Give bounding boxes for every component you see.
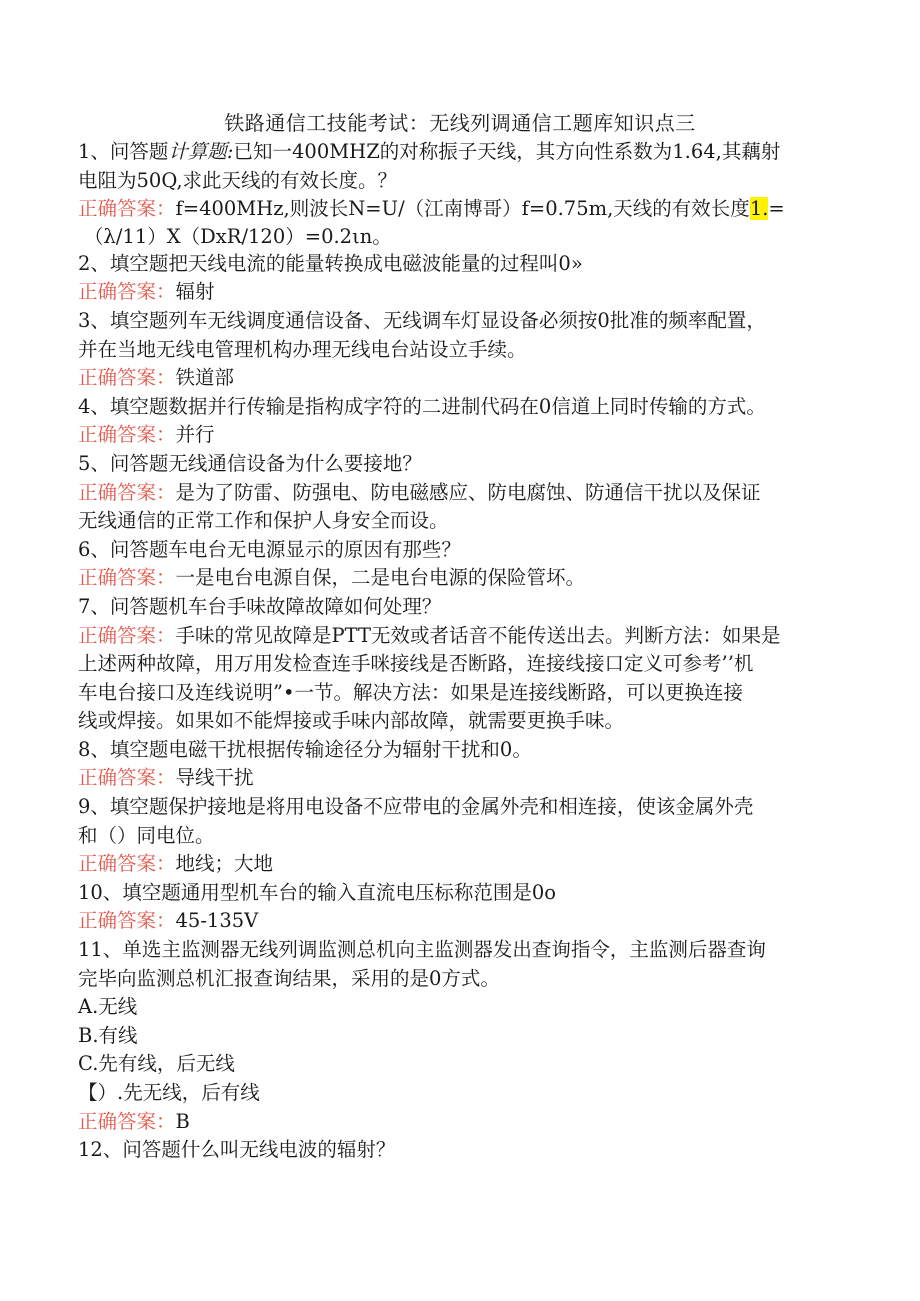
answer-7-line3: 车电台接口及连线说明”•一节。解决方法：如果是连接线断路，可以更换连接 (78, 680, 743, 704)
answer-label: 正确答案： (78, 423, 176, 447)
answer-label: 正确答案： (78, 852, 176, 876)
answer-1-line2: （λ/11）X（DxR/120）=0.2ιn。 (84, 224, 392, 248)
answer-6 (78, 564, 838, 593)
answer-label: 正确答案： (78, 280, 176, 304)
answer-4-text: 并行 (175, 423, 215, 447)
answer-1-text: f=400MHz,则波长N=U/（江南博哥）f=0.75m,天线的有效长度 (175, 197, 750, 221)
question-8: 8、填空题电磁干扰根据传输途径分为辐射干扰和0。 (78, 737, 532, 761)
question-3: 3、填空题列车无线调度通信设备、无线调车灯显设备必须按0批准的频率配置， (78, 308, 766, 332)
answer-label: 正确答案： (78, 766, 176, 790)
question-7: 7、问答题机车台手味故障故障如何处理？ (78, 594, 442, 618)
answer-9-text: 地线；大地 (175, 852, 274, 876)
answer-10-text: 45-135V (175, 909, 259, 933)
question-list (78, 138, 838, 1165)
answer-label: 正确答案： (78, 909, 176, 933)
answer-6-text: 一是电台电源自保，二是电台电源的保险管坏。 (175, 566, 586, 590)
answer-1 (78, 195, 838, 224)
answer-5 (78, 479, 838, 508)
question-1 (78, 138, 838, 167)
answer-5-text: 是为了防雷、防强电、防电磁感应、防电腐蚀、防通信干扰以及保证 (175, 480, 761, 504)
answer-9 (78, 850, 838, 879)
answer-7-line2: 上述两种故障，用万用发检查连手咪接线是否断路，连接线接口定义可参考’’机 (78, 652, 754, 676)
document-title: 铁路通信工技能考试：无线列调通信工题库知识点三 (224, 111, 696, 135)
answer-5-line2: 无线通信的正常工作和保护人身安全而设。 (78, 509, 449, 533)
answer-4 (78, 421, 838, 450)
answer-3 (78, 364, 838, 393)
question-10: 10、填空题通用型机车台的输入直流电压标称范围是0o (78, 880, 556, 904)
answer-7-line4: 线或焊接。如果如不能焊接或手味内部故障，就需要更换手味。 (78, 709, 625, 733)
question-9: 9、填空题保护接地是将用电设备不应带电的金属外壳和相连接，使该金属外壳 (78, 795, 754, 819)
question-1-text: 已知一400MHZ的对称振子天线，其方向性系数为1.64,其藕射 (233, 140, 781, 163)
answer-label: 正确答案： (78, 1109, 176, 1133)
question-12: 12、问答题什么叫无线电波的辐射？ (78, 1138, 396, 1162)
answer-7-text: 手味的常见故障是PTT无效或者话音不能传送出去。判断方法：如果是 (175, 623, 781, 647)
question-11: 11、单选主监测器无线列调监测总机向主监测器发出查询指令，主监测后器查询 (78, 938, 766, 962)
answer-11-text: B (175, 1109, 190, 1133)
question-5: 5、问答题无线通信设备为什么要接地？ (78, 451, 422, 475)
answer-1-tail: = (768, 197, 785, 221)
question-4: 4、填空题数据并行传输是指构成字符的二进制代码在0信道上同时传输的方式。 (78, 394, 766, 418)
answer-label: 正确答案： (78, 566, 176, 590)
answer-label: 正确答案： (78, 197, 176, 221)
question-11-line2: 完毕向监测总机汇报查询结果，采用的是0方式。 (78, 966, 500, 990)
answer-2 (78, 278, 838, 307)
question-1-prefix: 1、问答题 (78, 140, 169, 163)
option-c: C.先有线，后无线 (78, 1052, 235, 1076)
option-b: B.有线 (78, 1023, 138, 1047)
answer-7 (78, 622, 838, 651)
answer-11 (78, 1108, 838, 1137)
answer-10 (78, 907, 838, 936)
option-a: A.无线 (78, 995, 138, 1019)
question-6: 6、问答题车电台无电源显示的原因有那些？ (78, 537, 461, 561)
answer-label: 正确答案： (78, 623, 176, 647)
answer-2-text: 辐射 (175, 280, 215, 304)
answer-label: 正确答案： (78, 366, 176, 390)
question-3-line2: 并在当地无线电管理机构办理无线电台站设立手续。 (78, 337, 527, 361)
answer-8-text: 导线干扰 (175, 766, 254, 790)
answer-1-highlight: 1. (749, 197, 769, 221)
question-1-line2: 电阻为50Q,求此天线的有效长度。？ (78, 168, 398, 192)
question-2: 2、填空题把天线电流的能量转换成电磁波能量的过程叫0» (78, 251, 583, 275)
question-9-line2: 和（）同电位。 (78, 823, 215, 847)
answer-3-text: 铁道部 (175, 366, 235, 390)
answer-8 (78, 764, 838, 793)
question-1-italic-label: 计算题: (168, 140, 234, 163)
option-d: 【）.先无线，后有线 (78, 1081, 260, 1104)
answer-label: 正确答案： (78, 480, 176, 504)
